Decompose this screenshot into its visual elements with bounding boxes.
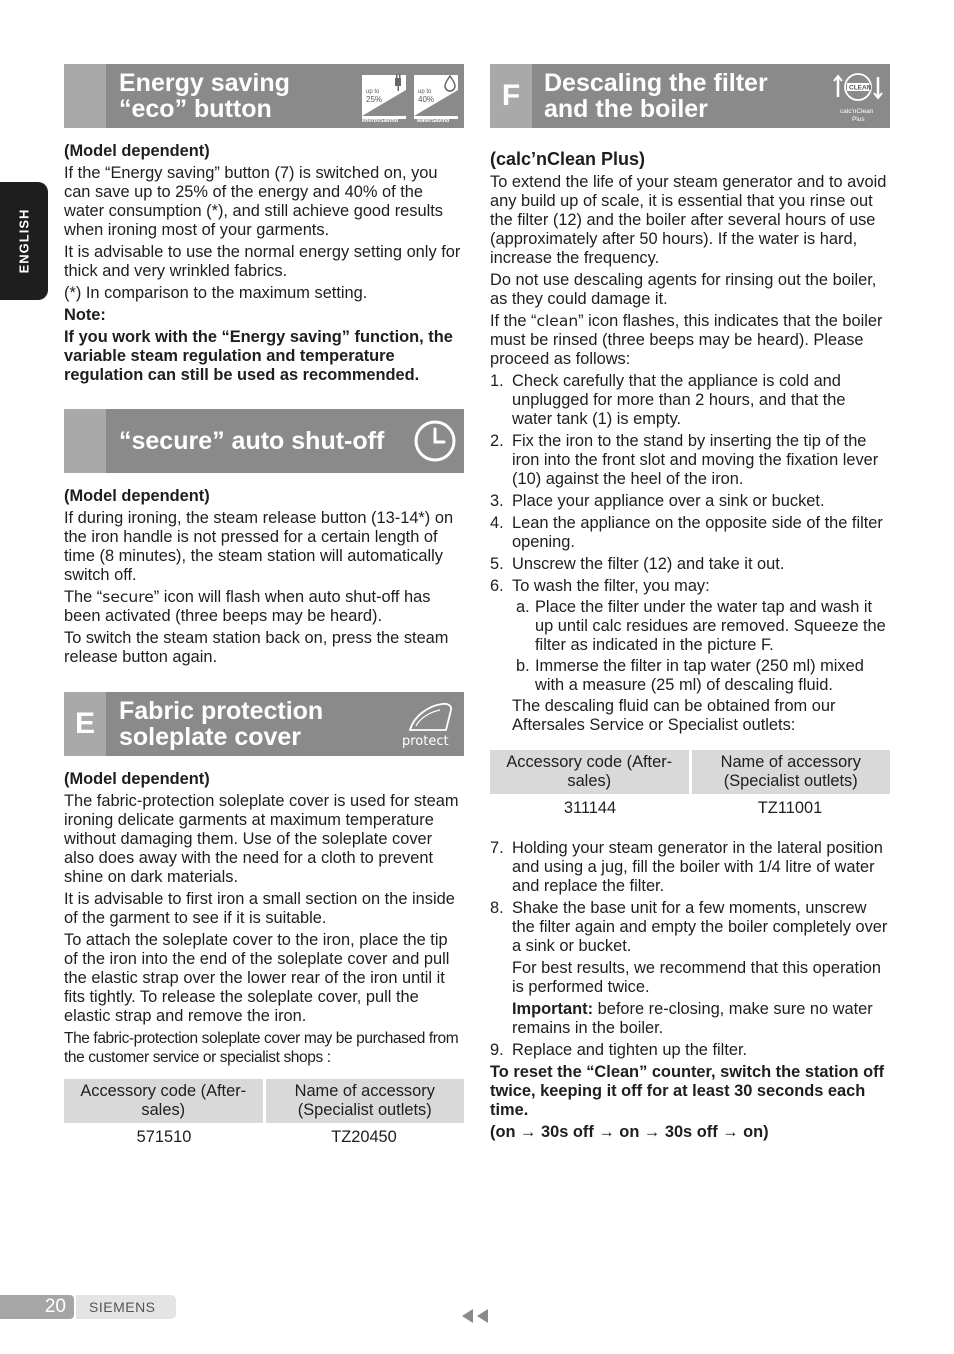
reset-sequence: (on → 30s off → on → 30s off → on) (490, 1123, 769, 1141)
list-item (490, 1041, 890, 1060)
text: If the “ (490, 312, 537, 330)
descaling-header (490, 64, 890, 128)
step-text: Unscrew the filter (12) and take it out. (512, 555, 785, 573)
note-text: If you work with the “Energy saving” function, the variable steam regulation and temperature regulation can still be used as recommended. (64, 328, 453, 384)
table-header-row (64, 1079, 464, 1123)
section-tab-e: E (64, 692, 106, 756)
brand-name: SIEMENS (76, 1295, 176, 1319)
list-item (490, 514, 890, 552)
sub-list-item (512, 657, 890, 695)
paragraph: (*) In comparison to the maximum setting. (64, 284, 368, 302)
title-line-2: “eco” button (119, 95, 272, 123)
accessory-table (490, 750, 890, 820)
language-tab (0, 182, 48, 300)
list-item (490, 432, 890, 489)
clean-badge: CLEAN (849, 84, 872, 92)
step-text: Place your appliance over a sink or bucket. (512, 492, 825, 510)
sub-list-item (512, 598, 890, 655)
descaling-title (544, 64, 768, 128)
title-line-1: “secure” auto shut-off (119, 427, 385, 455)
list-item (490, 839, 890, 896)
table-row (490, 794, 890, 820)
table-header-row (490, 750, 890, 794)
clean-word-icon: clean (536, 312, 579, 330)
list-item (490, 555, 890, 574)
column-header: Name of accessory (Specialist outlets) (264, 1079, 464, 1123)
table-cell: TZ20450 (331, 1128, 397, 1146)
paragraph: To extend the life of your steam generator and to avoid any build up of scale, it is essential that you rinse out the filter (12) and the boiler after several hours of use (approximately after 50 hours). If the water is hard, increase the frequency. (490, 173, 887, 267)
paragraph: If during ironing, the steam release button (13-14*) on the iron handle is not pressed for a certain length of time (8 minutes), the steam station will automatically switch off. (64, 509, 454, 584)
text: ” icon flashes, this indicates that the boiler must be rinsed (three beeps may be heard). Please proceed as follows: (490, 312, 883, 368)
section-tab (64, 64, 106, 128)
energy-saving-body (64, 142, 464, 385)
plus-label: Plus (852, 116, 865, 123)
step-number: 1. (490, 372, 504, 390)
secure-header (64, 409, 464, 473)
paragraph: The fabric-protection soleplate cover is used for steam ironing delicate garments at maximum temperature without damaging them. Use of the soleplate cover also does away with the need for a cloth to prevent shine on dark materials. (64, 792, 459, 886)
calc-n-clean-label: calc'nClean (840, 108, 874, 115)
page-footer (0, 1295, 176, 1319)
paragraph (490, 312, 890, 369)
model-dependent: (Model dependent) (64, 142, 210, 160)
sub-steps (512, 598, 890, 695)
paragraph: It is advisable to first iron a small section on the inside of the garment to see if it is suitable. (64, 890, 455, 927)
table-row (64, 1123, 464, 1149)
title-line-1: Fabric protection (119, 697, 324, 725)
reset-instruction: To reset the “Clean” counter, switch the station off twice, keeping it off for at least 30 seconds each time. (490, 1063, 885, 1119)
model-dependent: (Model dependent) (64, 487, 210, 505)
left-column (64, 64, 464, 1149)
step-text: Holding your steam generator in the lateral position and using a jug, fill the boiler with 1/4 litre of water and replace the filter. (512, 839, 883, 895)
step-text: To wash the filter, you may: (512, 577, 710, 595)
calc-n-clean-icon (828, 68, 888, 124)
step-number: 5. (490, 555, 504, 573)
list-item (490, 577, 890, 735)
sub-step-letter: a. (516, 598, 530, 616)
list-item (490, 372, 890, 429)
descaling-steps-cont (490, 839, 890, 1060)
step-text: Shake the base unit for a few moments, unscrew the filter again and empty the boiler completely over a sink or bucket. (512, 899, 888, 955)
step-text: Replace and tighten up the filter. (512, 1041, 748, 1059)
ws-val: 40% (418, 95, 435, 104)
protect-label: protect (402, 734, 449, 748)
step-number: 3. (490, 492, 504, 510)
sub-step-text: Place the filter under the water tap and wash it up until calc residues are removed. Squeeze the filter as indicated in the picture F. (535, 598, 886, 654)
step-text: Fix the iron to the stand by inserting the tip of the iron into the front slot and moving the fixation lever (10) against the heel of the iron. (512, 432, 879, 488)
ws-label: waterSaving (417, 118, 450, 122)
page-number: 20 (0, 1295, 74, 1319)
step-text: Lean the appliance on the opposite side of the filter opening. (512, 514, 883, 551)
ws-up: up to (418, 89, 432, 95)
accessory-table (64, 1079, 464, 1149)
paragraph: To switch the steam station back on, press the steam release button again. (64, 629, 449, 666)
step-text: Check carefully that the appliance is cold and unplugged for more than 2 hours, and that the water tank (1) is empty. (512, 372, 846, 428)
language-label: ENGLISH (16, 208, 32, 274)
step-number: 7. (490, 839, 504, 857)
paragraph: To attach the soleplate cover to the iron, place the tip of the iron into the end of the soleplate cover and pull the elastic strap over the lower rear of the iron until it fits tightly. To release the soleplate cover, pull the elastic strap and remove the iron. (64, 931, 450, 1025)
title-line-1: Descaling the filter (544, 69, 768, 97)
protect-iron-icon (402, 698, 460, 748)
title-line-2: soleplate cover (119, 723, 302, 751)
paragraph (64, 588, 464, 626)
es-val: 25% (366, 95, 383, 104)
important-label: Important: (512, 1000, 594, 1018)
model-dependent: (Model dependent) (64, 770, 210, 788)
energy-water-saving-icon (362, 72, 458, 122)
previous-page-icon[interactable] (462, 1309, 490, 1323)
sub-step-letter: b. (516, 657, 530, 675)
right-column (490, 64, 890, 1145)
step-number: 6. (490, 577, 504, 595)
step-number: 2. (490, 432, 504, 450)
paragraph: It is advisable to use the normal energy setting only for thick and very wrinkled fabrics. (64, 243, 461, 280)
subheading: (calc’nClean Plus) (490, 149, 646, 169)
secure-title (119, 409, 384, 473)
section-tab-f: F (490, 64, 532, 128)
paragraph (512, 1000, 890, 1038)
step-number: 8. (490, 899, 504, 917)
clock-icon (413, 419, 457, 463)
paragraph: Do not use descaling agents for rinsing out the boiler, as they could damage it. (490, 271, 877, 308)
descaling-body (490, 148, 890, 1142)
paragraph: The descaling fluid can be obtained from our Aftersales Service or Specialist outlets: (512, 697, 836, 734)
secure-body (64, 487, 464, 667)
column-header: Name of accessory (Specialist outlets) (690, 750, 890, 794)
title-line-1: Energy saving (119, 69, 290, 97)
column-header: Accessory code (After-sales) (490, 750, 690, 794)
paragraph: If the “Energy saving” button (7) is switched on, you can save up to 25% of the energy and 40% of the water consumption (*), and still achieve good results when ironing most of your garments. (64, 164, 443, 239)
note-label: Note: (64, 306, 106, 324)
text: ” icon will flash when auto shut-off has been activated (three beeps may be heard). (64, 588, 431, 625)
descaling-steps (490, 372, 890, 735)
sub-step-text: Immerse the filter in tap water (250 ml) mixed with a measure (25 ml) of descaling fluid. (535, 657, 864, 694)
list-item (490, 492, 890, 511)
es-label: energySaving (362, 118, 399, 122)
step-number: 9. (490, 1041, 504, 1059)
table-cell: 311144 (563, 799, 617, 817)
fabric-protection-body (64, 770, 464, 1149)
paragraph: The fabric-protection soleplate cover may be purchased from the customer service or specialist shops : (64, 1030, 459, 1066)
es-up: up to (366, 89, 380, 95)
fabric-protection-header (64, 692, 464, 756)
list-item (490, 899, 890, 1038)
text: The “ (64, 588, 103, 606)
energy-saving-title (119, 64, 290, 128)
section-tab (64, 409, 106, 473)
column-header: Accessory code (After-sales) (64, 1079, 264, 1123)
paragraph: For best results, we recommend that this operation is performed twice. (512, 959, 881, 996)
table-cell: TZ11001 (757, 799, 823, 817)
text: before re-closing, make sure no water remains in the boiler. (512, 1000, 873, 1037)
table-cell: 571510 (136, 1128, 192, 1146)
title-line-2: and the boiler (544, 95, 708, 123)
step-number: 4. (490, 514, 504, 532)
secure-word-icon: secure (102, 588, 154, 606)
fabric-protection-title (119, 692, 323, 756)
energy-saving-header (64, 64, 464, 128)
